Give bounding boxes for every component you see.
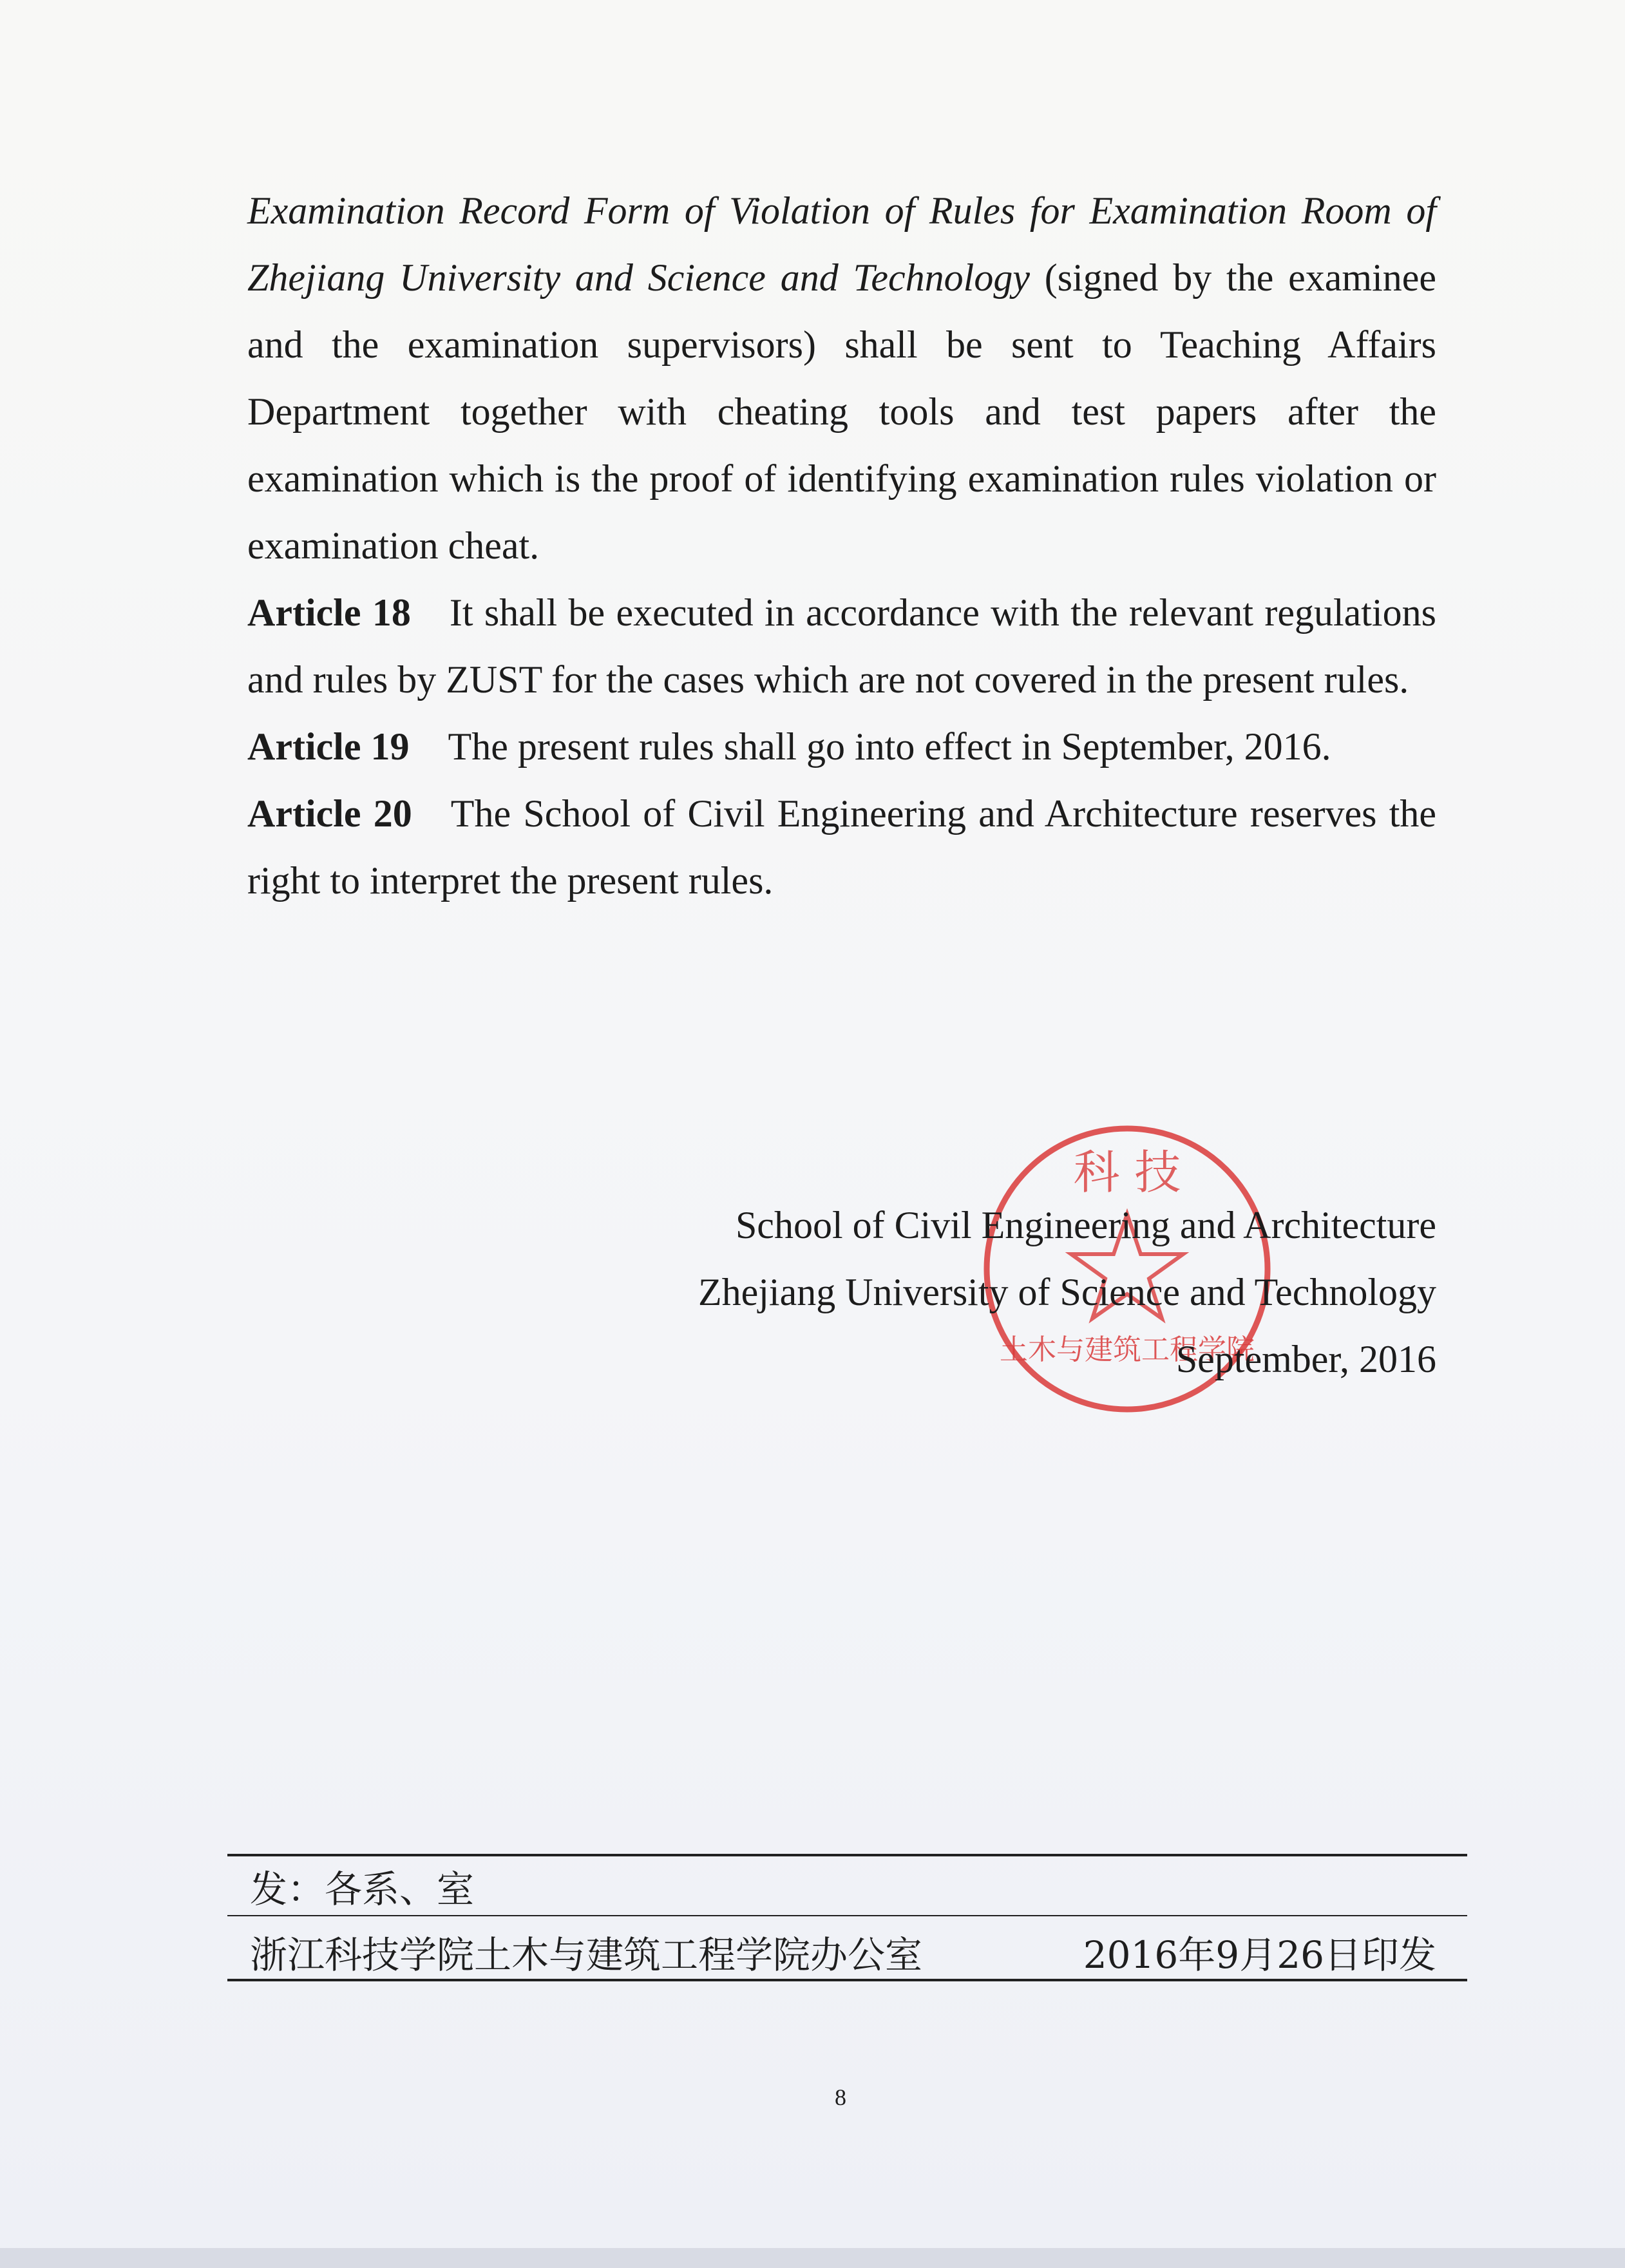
- scan-edge: [0, 2248, 1625, 2268]
- paragraph-text: It shall be executed in accordance with the relevant regulations and rules by ZUST for the cases which are not covered in the present rules.: [247, 591, 1436, 701]
- seal-text-top: 科 技: [1073, 1145, 1181, 1199]
- paragraph-text: The present rules shall go into effect in September, 2016.: [448, 725, 1331, 768]
- signature-school: School of Civil Engineering and Architecture: [735, 1204, 1436, 1246]
- article-heading: Article 20: [247, 792, 412, 835]
- paragraph-article-20: [247, 780, 1436, 914]
- article-heading: Article 18: [247, 591, 411, 634]
- form-title: Examination Record Form of Violation of Rules for Examination Room of Zhejiang University and Science and Technology: [247, 189, 1436, 299]
- paragraph-text: The School of Civil Engineering and Architecture reserves the right to interpret the present rules.: [247, 792, 1436, 902]
- footer-rule-middle: [227, 1915, 1467, 1916]
- paragraph-article-18: [247, 579, 1436, 713]
- body-text: [247, 177, 1436, 914]
- signature-date: September, 2016: [1175, 1338, 1436, 1380]
- article-heading: Article 19: [247, 725, 410, 768]
- page-number: 8: [835, 2084, 846, 2110]
- paragraph-record-form: [247, 177, 1436, 579]
- paragraph-article-19: [247, 713, 1436, 780]
- distribution-line: 发：各系、室: [250, 1867, 475, 1911]
- paragraph-text: (signed by the examinee and the examination supervisors) shall be sent to Teaching Affairs Department together with cheating tools and test papers after the examination which is the proof of identifying examination rules violation or examination cheat.: [247, 256, 1436, 567]
- issue-date: 2016年9月26日印发: [1083, 1933, 1436, 1977]
- seal-text-bottom: 土木与建筑工程学院: [1000, 1333, 1255, 1366]
- footer-rule-top: [227, 1854, 1467, 1856]
- issuer-office: 浙江科技学院土木与建筑工程学院办公室: [250, 1933, 923, 1977]
- signature-university: Zhejiang University of Science and Technology: [698, 1271, 1436, 1313]
- footer-rule-bottom: [227, 1979, 1467, 1981]
- signature-block: [698, 1192, 1436, 1393]
